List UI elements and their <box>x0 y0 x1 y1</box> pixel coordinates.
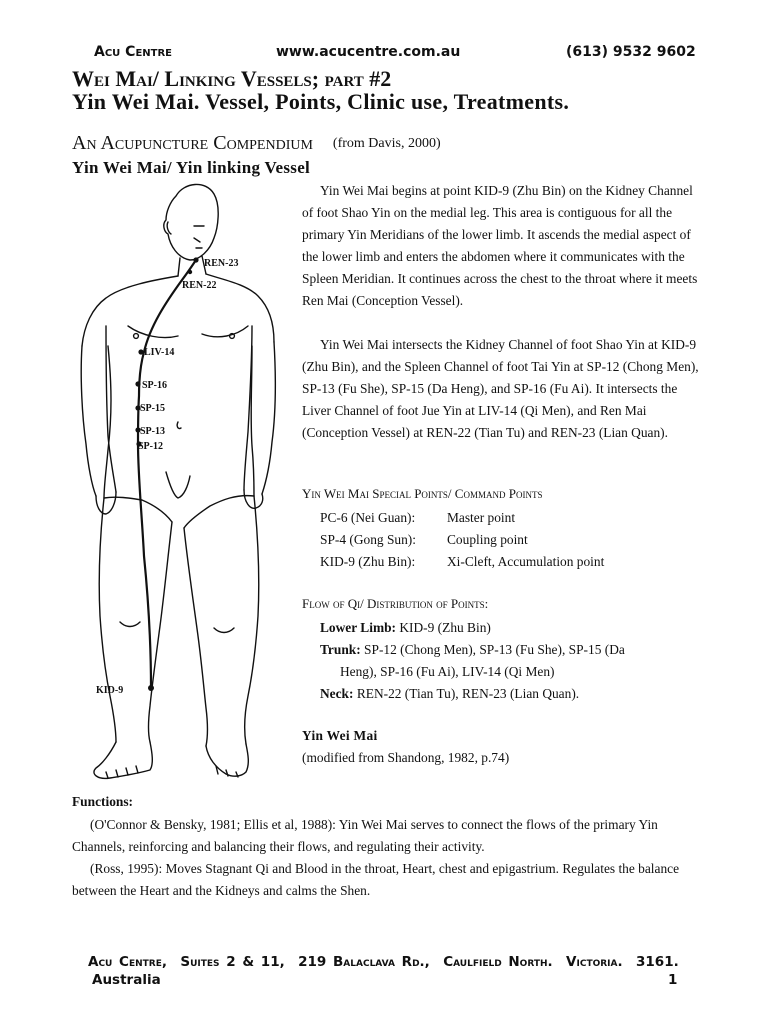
flow-neck <box>320 686 579 702</box>
special-point-name: PC-6 (Nei Guan): <box>320 510 416 525</box>
flow-trunk-continued: Heng), SP-16 (Fu Ai), LIV-14 (Qi Men) <box>340 664 555 679</box>
flow-neck-value: REN-22 (Tian Tu), REN-23 (Lian Quan). <box>356 686 580 701</box>
page-header <box>0 44 768 64</box>
intro-paragraph-1 <box>302 180 702 312</box>
section-heading: Yin Wei Mai/ Yin linking Vessel <box>72 158 311 177</box>
flow-lower-limb-label: Lower Limb: <box>320 620 397 635</box>
special-point-name: SP-4 (Gong Sun): <box>320 532 416 547</box>
footer-country: Australia <box>92 972 161 988</box>
functions-heading: Functions: <box>72 794 134 809</box>
label-liv-14: LIV-14 <box>144 347 175 358</box>
intro-paragraph-2 <box>302 334 702 444</box>
label-sp-15: SP-15 <box>140 403 165 414</box>
header-org-name: Acu Centre <box>94 44 172 60</box>
flow-trunk-label: Trunk: <box>320 642 361 657</box>
label-kid-9: KID-9 <box>96 685 124 696</box>
functions-paragraph-2: (Ross, 1995): Moves Stagnant Qi and Blood in the throat, Heart, chest and epigastrium. Regulates the balance between the Heart and the Kidneys and calms the Shen. <box>72 861 680 898</box>
document-subtitle: Yin Wei Mai. Vessel, Points, Clinic use, Treatments. <box>72 89 570 114</box>
intro-text-2: Yin Wei Mai intersects the Kidney Channel of foot Shao Yin at KID-9 (Zhu Bin), and the Spleen Channel of foot Tai Yin at SP-12 (Chong Men), SP-13 (Fu She), SP-15 (Da Heng), and SP-16 (Fu Ai). It intersects the Liver Channel of foot Jue Yin at LIV-14 (Qi Men), and Ren Mai (Conception Vessel) at REN-22 (Tian Tu) and REN-23 (Lian Quan). <box>302 337 699 440</box>
functions-paragraph-1: (O'Connor & Bensky, 1981; Ellis et al, 1988): Yin Wei Mai serves to connect the flows of the primary Yin Channels, reinforcing and balancing their flows, and regulating their activity. <box>72 817 658 854</box>
flow-lower-limb-value: KID-9 (Zhu Bin) <box>399 620 491 635</box>
body-figure-illustration <box>66 176 296 796</box>
compendium-heading <box>72 132 441 155</box>
yin-wei-mai-body-diagram <box>66 176 296 796</box>
flow-heading: Flow of Qi/ Distribution of Points: <box>302 596 489 611</box>
special-point-role: Master point <box>447 510 516 525</box>
document-title: Wei Mai/ Linking Vessels; part #2 <box>72 66 392 91</box>
special-point-role: Xi-Cleft, Accumulation point <box>447 554 605 569</box>
figure-caption-source: (modified from Shandong, 1982, p.74) <box>302 750 510 765</box>
label-ren-23: REN-23 <box>204 258 239 269</box>
compendium-source: (from Davis, 2000) <box>332 136 441 151</box>
functions-body <box>72 814 702 902</box>
header-phone: (613) 9532 9602 <box>566 44 696 60</box>
figure-caption-title: Yin Wei Mai <box>302 728 378 743</box>
flow-lower-limb <box>320 620 491 636</box>
header-website[interactable]: www.acucentre.com.au <box>276 44 461 60</box>
special-point-role: Coupling point <box>447 532 528 547</box>
footer-address-text: Acu Centre, Suites 2 & 11, 219 Balaclava Rd., Caulfield North. Victoria. 3161. <box>88 954 679 970</box>
compendium-title: An Acupuncture Compendium <box>72 132 313 154</box>
flow-neck-label: Neck: <box>320 686 354 701</box>
flow-trunk <box>320 642 625 658</box>
intro-text-1: Yin Wei Mai begins at point KID-9 (Zhu Bin) on the Kidney Channel of foot Shao Yin on the medial leg. This area is contiguous for all the primary Yin Meridians of the lower limb. It ascends the medial aspect of the lower limb and enters the abdomen where it communicates with the Spleen Meridian. It continues across the chest to the throat where it meets Ren Mai (Conception Vessel). <box>302 183 698 308</box>
label-sp-13: SP-13 <box>140 426 165 437</box>
special-point-name: KID-9 (Zhu Bin): <box>320 554 416 569</box>
footer-address <box>88 954 679 970</box>
label-ren-22: REN-22 <box>182 280 217 291</box>
flow-trunk-value: SP-12 (Chong Men), SP-13 (Fu She), SP-15 (Da <box>364 642 625 657</box>
label-sp-12: SP-12 <box>138 441 163 452</box>
page-number: 1 <box>668 972 678 988</box>
special-points-heading: Yin Wei Mai Special Points/ Command Points <box>302 486 543 501</box>
label-sp-16: SP-16 <box>142 380 167 391</box>
